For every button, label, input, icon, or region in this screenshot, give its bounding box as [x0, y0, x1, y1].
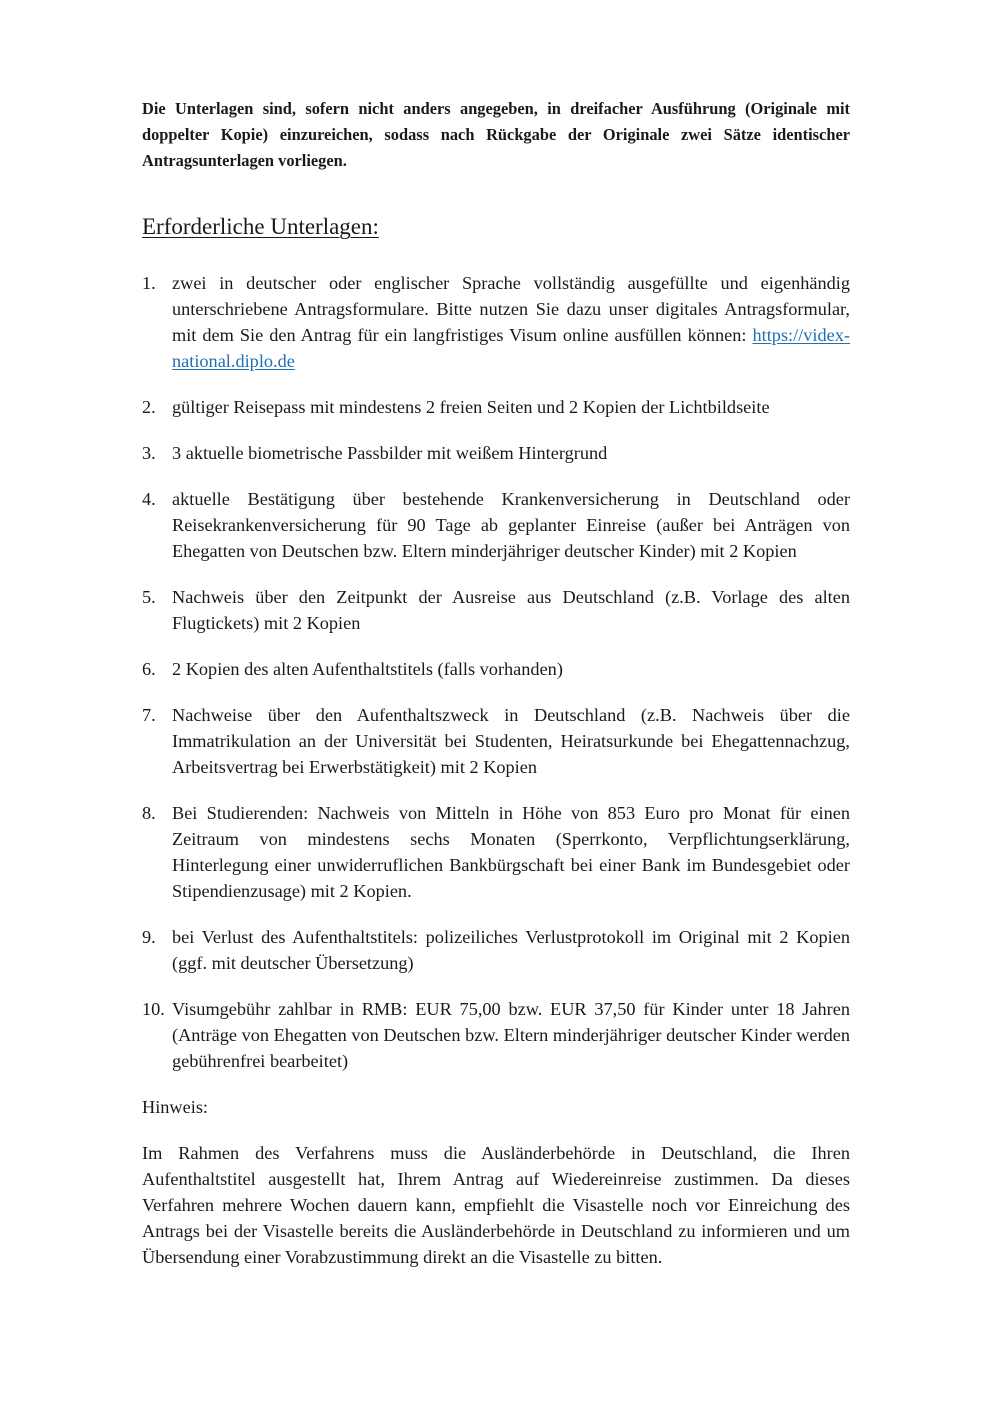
list-item-text: 2 Kopien des alten Aufenthaltstitels (falls vorhanden) [172, 659, 563, 679]
list-item [142, 486, 850, 564]
videx-link[interactable]: https://videx-national.diplo.de [172, 325, 850, 371]
list-item [142, 924, 850, 976]
document-page [142, 96, 850, 1270]
list-item-number: 7. [142, 705, 156, 725]
list-item-number: 10. [142, 999, 165, 1019]
list-item-text: bei Verlust des Aufenthaltstitels: polizeiliches Verlustprotokoll im Original mit 2 Kopien (ggf. mit deutscher Übersetzung) [172, 927, 850, 973]
list-item-number: 8. [142, 803, 156, 823]
list-item [142, 996, 850, 1074]
list-item-text: Nachweise über den Aufenthaltszweck in Deutschland (z.B. Nachweis über die Immatrikulation an der Universität bei Studenten, Heiratsurkunde bei Ehegattennachzug, Arbeitsvertrag bei Erwerbstätigkeit) mit 2 Kopien [172, 705, 850, 777]
list-item-body: zwei in deutscher oder englischer Sprache vollständig ausgefüllte und eigenhändig unterschriebene Antragsformulare. Bitte nutzen Sie dazu unser digitales Antragsformular, mit dem Sie den Antrag für ein langfristiges Visum online ausfüllen können: [172, 273, 850, 345]
list-item-number: 9. [142, 927, 156, 947]
list-item-number: 2. [142, 397, 156, 417]
required-documents-list [142, 270, 850, 1074]
list-item-text: Visumgebühr zahlbar in RMB: EUR 75,00 bzw. EUR 37,50 für Kinder unter 18 Jahren (Anträge von Ehegatten von Deutschen bzw. Eltern minderjähriger deutscher Kinder werden gebührenfrei bearbeitet) [172, 999, 850, 1071]
list-item [142, 702, 850, 780]
intro-paragraph: Die Unterlagen sind, sofern nicht anders angegeben, in dreifacher Ausführung (Originale mit doppelter Kopie) einzureichen, sodass nach Rückgabe der Originale zwei Sätze identischer Antragsunterlagen vorliegen. [142, 99, 850, 170]
list-item-number: 6. [142, 659, 156, 679]
list-item-number: 4. [142, 489, 156, 509]
list-item-text: aktuelle Bestätigung über bestehende Krankenversicherung in Deutschland oder Reisekrankenversicherung für 90 Tage ab geplanter Einreise (außer bei Anträgen von Ehegatten von Deutschen bzw. Eltern minderjähriger deutscher Kinder) mit 2 Kopien [172, 489, 850, 561]
list-item-text [172, 270, 850, 374]
list-item [142, 656, 850, 682]
list-item [142, 394, 850, 420]
list-item [142, 584, 850, 636]
list-item-number: 1. [142, 273, 156, 293]
list-item-text: Nachweis über den Zeitpunkt der Ausreise aus Deutschland (z.B. Vorlage des alten Flugtickets) mit 2 Kopien [172, 587, 850, 633]
list-item-text: gültiger Reisepass mit mindestens 2 freien Seiten und 2 Kopien der Lichtbildseite [172, 397, 770, 417]
section-heading: Erforderliche Unterlagen: [142, 214, 379, 239]
note-paragraph: Im Rahmen des Verfahrens muss die Ausländerbehörde in Deutschland, die Ihren Aufenthaltstitel ausgestellt hat, Ihrem Antrag auf Wiedereinreise zustimmen. Da dieses Verfahren mehrere Wochen dauern kann, empfiehlt die Visastelle noch vor Einreichung des Antrags bei der Visastelle bereits die Ausländerbehörde in Deutschland zu informieren und um Übersendung einer Vorabzustimmung direkt an die Visastelle zu bitten. [142, 1143, 850, 1267]
list-item-text: 3 aktuelle biometrische Passbilder mit weißem Hintergrund [172, 443, 608, 463]
list-item-text: Bei Studierenden: Nachweis von Mitteln in Höhe von 853 Euro pro Monat für einen Zeitraum von mindestens sechs Monaten (Sperrkonto, Verpflichtungserklärung, Hinterlegung einer unwiderruflichen Bankbürgschaft bei einer Bank im Bundesgebiet oder Stipendienzusage) mit 2 Kopien. [172, 803, 850, 901]
list-item-number: 5. [142, 587, 156, 607]
list-item [142, 800, 850, 904]
note-label: Hinweis: [142, 1097, 209, 1117]
list-item [142, 440, 850, 466]
list-item [142, 270, 850, 374]
list-item-number: 3. [142, 443, 156, 463]
